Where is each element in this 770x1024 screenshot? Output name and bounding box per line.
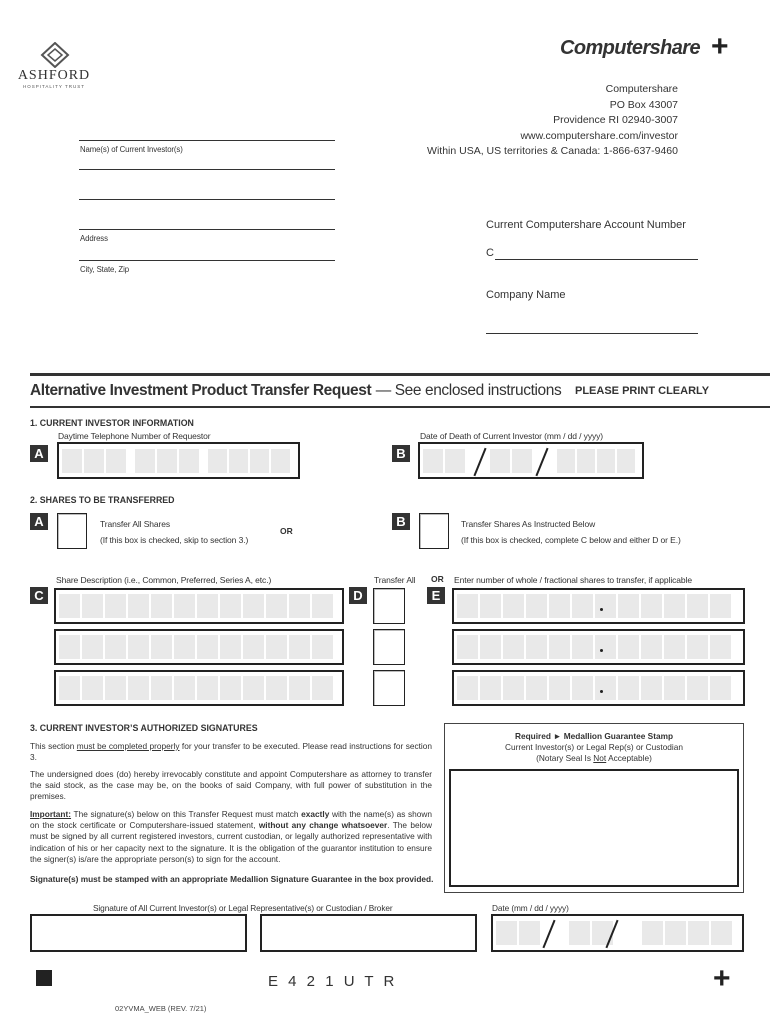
section2-label-d: D: [349, 587, 367, 604]
address-line: PO Box 43007: [609, 98, 678, 111]
transfer-all-label: Transfer All: [374, 575, 416, 585]
share-description-input[interactable]: [54, 588, 344, 624]
computershare-logo: Computershare: [560, 37, 701, 59]
investor-name-line[interactable]: [79, 140, 335, 141]
investor-names-label: Name(s) of Current Investor(s): [80, 145, 183, 154]
title-rule: [30, 373, 770, 376]
share-count-input[interactable]: [452, 588, 745, 624]
medallion-stamp-box[interactable]: [449, 769, 739, 887]
stamp-line-2: Current Investor(s) or Legal Rep(s) or Custodian: [505, 742, 683, 752]
company-name-label: Company Name: [486, 289, 566, 301]
registration-mark-icon: +: [711, 30, 729, 63]
or-separator: OR: [280, 526, 293, 536]
decimal-point-icon: [600, 608, 603, 611]
signature-box-1[interactable]: [30, 914, 247, 952]
address-line-field[interactable]: [79, 229, 335, 230]
account-number-field[interactable]: [495, 259, 698, 260]
revision-code: 02YVMA_WEB (REV. 7/21): [115, 1004, 207, 1013]
ashford-name: ASHFORD: [17, 68, 91, 83]
share-count-input[interactable]: [452, 670, 745, 706]
ashford-emblem-icon: [40, 42, 70, 68]
ashford-tagline: HOSPITALITY TRUST: [22, 84, 85, 89]
investor-name-line-3[interactable]: [79, 199, 335, 200]
alignment-square-icon: [36, 970, 52, 986]
transfer-all-row-checkbox[interactable]: [373, 670, 405, 706]
decimal-point-icon: [600, 690, 603, 693]
section1-heading: 1. CURRENT INVESTOR INFORMATION: [30, 418, 194, 428]
form-title: Alternative Investment Product Transfer Request: [30, 382, 372, 399]
section3-paragraph-4: Signature(s) must be stamped with an appropriate Medallion Signature Guarantee in the box provided.: [30, 874, 434, 884]
section3-paragraph-3: Important: The signature(s) below on this Transfer Request must match exactly with the name(s) as shown on the stock certificate or Computershare-issued statement, without any change whatsoever. The below must be signed by all current registered investors, current custodian, or legally authorized representative with indication of his or her capacity next to the signature. It is the obligation of the guarantor institution to ensure the signer(s) is/are the appropriate person(s) to sign for the account.: [30, 809, 433, 864]
transfer-as-instructed-label: Transfer Shares As Instructed Below: [461, 519, 596, 529]
date-label: Date (mm / dd / yyyy): [492, 903, 569, 913]
transfer-all-shares-checkbox[interactable]: [57, 513, 87, 549]
address-line: Computershare: [605, 83, 678, 95]
decimal-point-icon: [600, 649, 603, 652]
transfer-as-instructed-checkbox[interactable]: [419, 513, 449, 549]
share-count-input[interactable]: [452, 629, 745, 665]
section2-label-a: A: [30, 513, 48, 530]
or-mid-separator: OR: [431, 574, 444, 584]
enter-number-label: Enter number of whole / fractional shares to transfer, if applicable: [454, 575, 692, 585]
account-prefix: C: [486, 247, 494, 259]
registration-mark-icon: +: [713, 962, 731, 995]
company-name-field[interactable]: [486, 333, 698, 334]
section3-heading: 3. CURRENT INVESTOR’S AUTHORIZED SIGNATURES: [30, 723, 258, 733]
section1-label-a: A: [30, 445, 48, 462]
section2-label-b: B: [392, 513, 410, 530]
form-title-row: [30, 382, 561, 400]
account-number-label: Current Computershare Account Number: [486, 219, 686, 231]
share-description-label: Share Description (i.e., Common, Preferred, Series A, etc.): [56, 575, 272, 585]
address-line: Within USA, US territories & Canada: 1-866-637-9460: [427, 145, 678, 157]
transfer-as-instructed-note: (If this box is checked, complete C below and either D or E.): [461, 535, 681, 545]
address-line: www.computershare.com/investor: [520, 129, 678, 142]
share-description-input[interactable]: [54, 670, 344, 706]
title-rule-bottom: [30, 406, 770, 408]
city-state-zip-line[interactable]: [79, 260, 335, 261]
date-of-death-label: Date of Death of Current Investor (mm / dd / yyyy): [420, 431, 604, 441]
section2-label-e: E: [427, 587, 445, 604]
address-label: Address: [80, 234, 108, 243]
share-description-input[interactable]: [54, 629, 344, 665]
transfer-all-shares-label: Transfer All Shares: [100, 519, 171, 529]
ashford-logo: [14, 42, 94, 92]
city-state-zip-label: City, State, Zip: [80, 265, 129, 274]
phone-number-input[interactable]: [57, 442, 300, 479]
form-code: E 4 2 1 U T R: [268, 973, 398, 990]
section2-heading: 2. SHARES TO BE TRANSFERRED: [30, 495, 175, 505]
section3-paragraph-1: This section must be completed properly for your transfer to be executed. Please read instructions for section 3.: [30, 741, 433, 763]
signature-box-2[interactable]: [260, 914, 477, 952]
date-of-death-input[interactable]: [418, 442, 644, 479]
address-line: Providence RI 02940-3007: [553, 114, 678, 126]
section3-paragraph-2: The undersigned does (do) hereby irrevocably constitute and appoint Computershare as attorney to transfer the said stock, as the case may be, on the books of said Company, with full power of substitution in the premises.: [30, 769, 432, 802]
stamp-required-label: Required ► Medallion Guarantee Stamp: [514, 731, 674, 741]
transfer-all-row-checkbox[interactable]: [373, 629, 405, 665]
transfer-all-row-checkbox[interactable]: [373, 588, 405, 624]
signature-label: Signature of All Current Investor(s) or Legal Representative(s) or Custodian / Broker: [93, 903, 393, 913]
print-clearly-note: PLEASE PRINT CLEARLY: [575, 385, 710, 397]
investor-name-line-2[interactable]: [79, 169, 335, 170]
address-block: [427, 82, 678, 160]
transfer-all-shares-note: (If this box is checked, skip to section 3.): [100, 535, 249, 545]
section2-label-c: C: [30, 587, 48, 604]
stamp-line-3: (Notary Seal Is Not Acceptable): [536, 753, 652, 763]
section1-label-b: B: [392, 445, 410, 462]
phone-label: Daytime Telephone Number of Requestor: [58, 431, 211, 441]
form-subtitle: — See enclosed instructions: [375, 382, 562, 399]
